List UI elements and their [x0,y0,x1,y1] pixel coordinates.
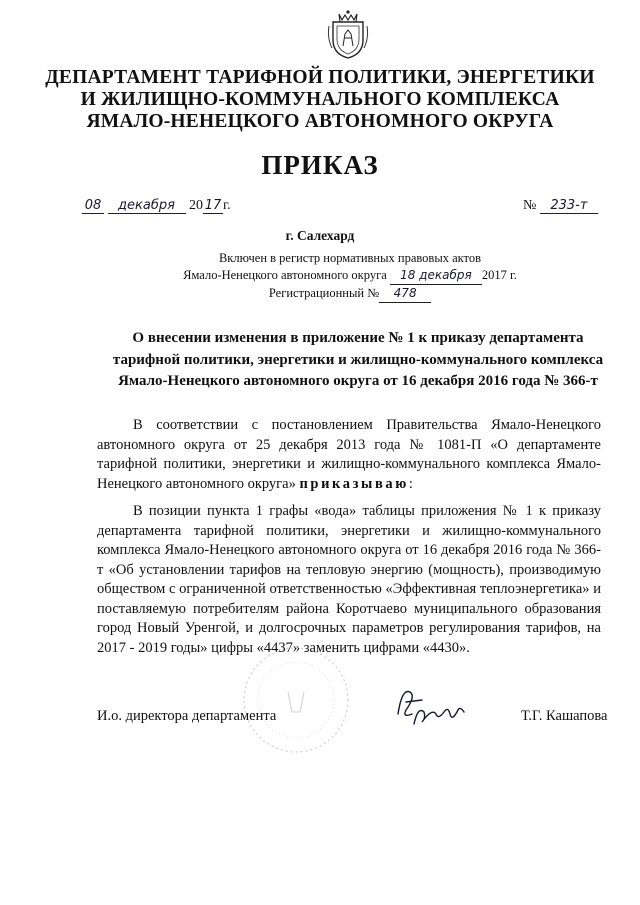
registry-line-3 [150,285,550,303]
order-keyword: приказываю [299,475,409,492]
number-sign: № [523,198,537,213]
date-year-prefix: 20 [189,198,203,213]
date-year-suffix: 17 [204,198,222,213]
official-stamp [236,640,356,760]
handwritten-signature [392,684,472,730]
preamble-end: : [408,475,413,492]
subject-line-2: тарифной политики, энергетики и жилищно-коммунального комплекса [112,351,604,368]
subject-line-3: Ямало-Ненецкого автономного округа от 16 декабря 2016 года № 366-т [118,373,598,389]
signatory-name: Т.Г. Кашапова [521,708,608,724]
city-label: г. Салехард [285,228,355,243]
date-month: декабря [108,198,186,214]
date-day: 08 [82,198,104,214]
order-subject [86,328,630,393]
subject-line-1: О внесении изменения в приложение № 1 к приказу департамента [132,330,584,346]
registry-date: 18 декабря [390,267,482,285]
number-value: 233-т [540,198,598,214]
signatory-title: И.о. директора департамента [97,708,277,724]
order-paragraph: В позиции пункта 1 графы «вода» таблицы приложения № 1 к приказу департамента тарифной политики, энергетики и жилищно-коммунального комплекса Ямало-Ненецкого автономного округа от 16 декабря 2016 года № 366-т «Об установлении тарифов на тепловую энергию (мощность), производимую обществом с ограниченной ответственностью «Эффективная теплоэнергетика» и поставляемую потребителям района Коротчаево муниципального образования город Новый Уренгой, и долгосрочных параметров регулирования тарифов, на 2017 - 2019 годы» цифры «4437» заменить цифрами «4430». [97,503,601,656]
order-date [82,198,231,214]
registry-number-label: Регистрационный № [268,286,380,300]
department-line-3: ЯМАЛО-НЕНЕЦКОГО АВТОНОМНОГО ОКРУГА [86,111,554,132]
coat-of-arms-emblem [325,8,371,60]
preamble-text: В соответствии с постановлением Правительства Ямало-Ненецкого автономного округа от 25 декабря 2013 года № 1081-П «О департаменте тарифной политики, энергетики и жилищно-коммунального комплекса Ямало-Ненецкого автономного округа» [97,417,601,492]
registry-number: 478 [379,285,431,303]
registry-region: Ямало-Ненецкого автономного округа [183,268,387,282]
registry-line-1: Включен в регистр нормативных правовых актов [218,251,482,265]
registry-line-2 [150,267,550,285]
department-line-2: И ЖИЛИЩНО-КОММУНАЛЬНОГО КОМПЛЕКСА [80,89,560,110]
order-number [523,198,598,214]
registry-note [150,250,550,303]
document-type-title: ПРИКАЗ [261,150,379,180]
date-year-unit: г. [223,198,231,213]
department-name [0,67,640,133]
registry-year: 2017 г. [481,268,517,282]
department-line-1: ДЕПАРТАМЕНТ ТАРИФНОЙ ПОЛИТИКИ, ЭНЕРГЕТИКИ [45,67,595,88]
preamble-paragraph [97,416,601,494]
